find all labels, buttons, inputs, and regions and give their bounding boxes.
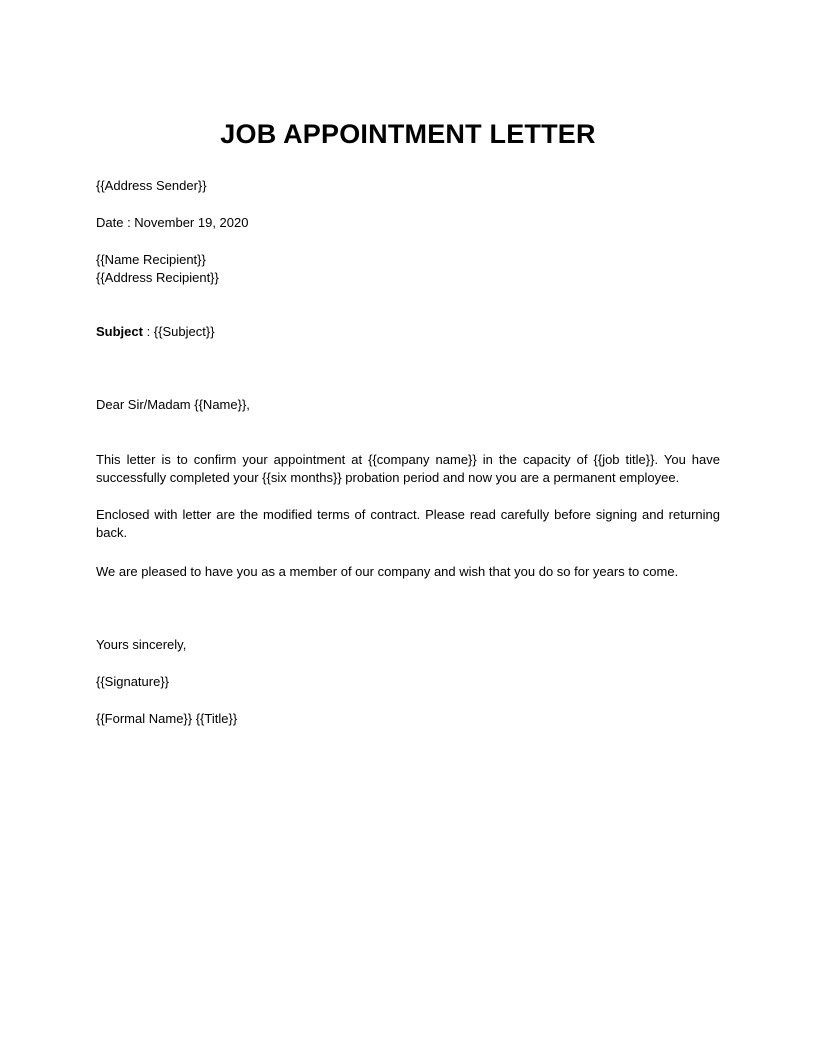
subject-value: : {{Subject}} (142, 324, 215, 339)
salutation: Dear Sir/Madam {{Name}}, (96, 397, 250, 412)
closing: Yours sincerely, (96, 637, 187, 652)
paragraph-confirmation: This letter is to confirm your appointment at {{company name}} in the capacity of {{job title}}. You have successfully completed your {{six months}} probation period and now you are a permanent employee. (96, 452, 720, 485)
formal-name-title: {{Formal Name}} {{Title}} (96, 711, 238, 726)
page-title: JOB APPOINTMENT LETTER (220, 119, 596, 149)
paragraph-welcome: We are pleased to have you as a member of our company and wish that you do so for years to come. (96, 564, 679, 579)
subject-label: Subject (96, 324, 143, 339)
date-line: Date : November 19, 2020 (96, 215, 249, 230)
address-recipient: {{Address Recipient}} (96, 270, 219, 285)
paragraph-enclosed-terms: Enclosed with letter are the modified terms of contract. Please read carefully before signing and returning back. (96, 507, 720, 540)
name-recipient: {{Name Recipient}} (96, 252, 206, 267)
address-sender: {{Address Sender}} (96, 178, 207, 193)
subject-line (96, 323, 720, 341)
signature-placeholder: {{Signature}} (96, 674, 170, 689)
